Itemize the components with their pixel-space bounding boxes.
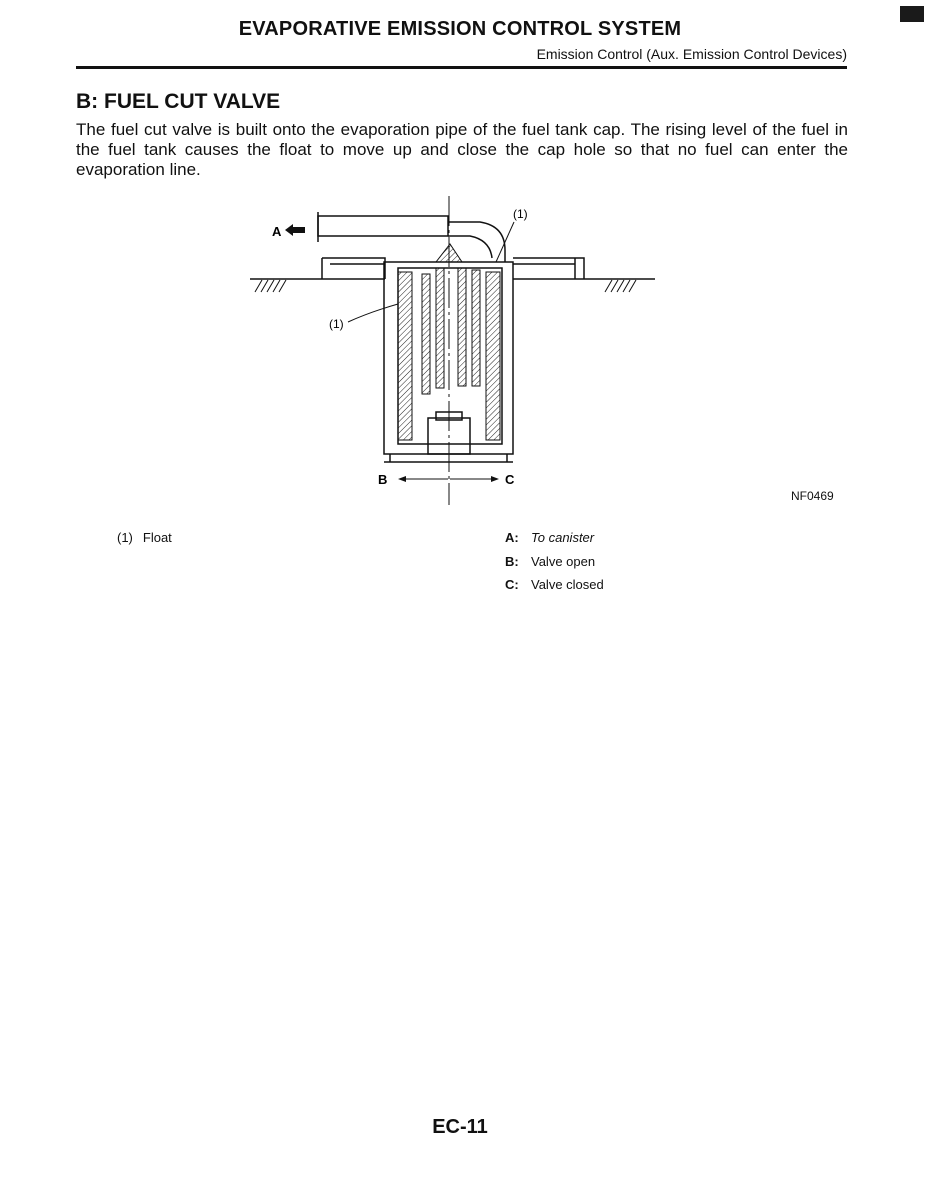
figure-label-a: A [272, 224, 282, 239]
legend-left [117, 530, 172, 545]
figure-label-c: C [505, 472, 515, 487]
legend-item-a [505, 530, 604, 554]
legend-value: To canister [531, 530, 595, 545]
legend-item-c [505, 577, 604, 601]
legend-value: Valve closed [531, 577, 604, 592]
callout-top: (1) [513, 207, 528, 221]
callout-left: (1) [329, 317, 344, 331]
fuel-cut-valve-diagram [0, 0, 927, 520]
page-header-subtitle: Emission Control (Aux. Emission Control Devices) [536, 46, 847, 62]
float-left-wall [398, 272, 412, 440]
page-header-title: EVAPORATIVE EMISSION CONTROL SYSTEM [238, 18, 682, 40]
figure-id: NF0469 [791, 489, 834, 503]
legend-num: (1) [117, 530, 133, 545]
arrow-c-icon [491, 476, 499, 482]
legend-key: C: [505, 577, 519, 592]
float-right-wall [486, 272, 500, 440]
section-title: B: FUEL CUT VALVE [76, 90, 281, 113]
arrow-a-icon [285, 224, 305, 236]
figure-label-b: B [378, 472, 388, 487]
evaporation-pipe [318, 216, 448, 236]
legend-float-text: Float [142, 530, 172, 545]
legend-right [505, 530, 604, 601]
arrow-b-icon [398, 476, 406, 482]
section-body: The fuel cut valve is built onto the evaporation pipe of the fuel tank cap. The rising level of the fuel in the fuel tank causes the float to move up and close the cap hole so that no fuel can enter the evaporation line. [76, 120, 848, 179]
cap-flange-left [322, 258, 385, 279]
legend-value: Valve open [531, 553, 596, 569]
legend-key: B: [505, 553, 519, 569]
legend-item-b [505, 554, 604, 578]
page-number: EC-11 [432, 1116, 488, 1138]
legend-key: A: [505, 530, 519, 545]
